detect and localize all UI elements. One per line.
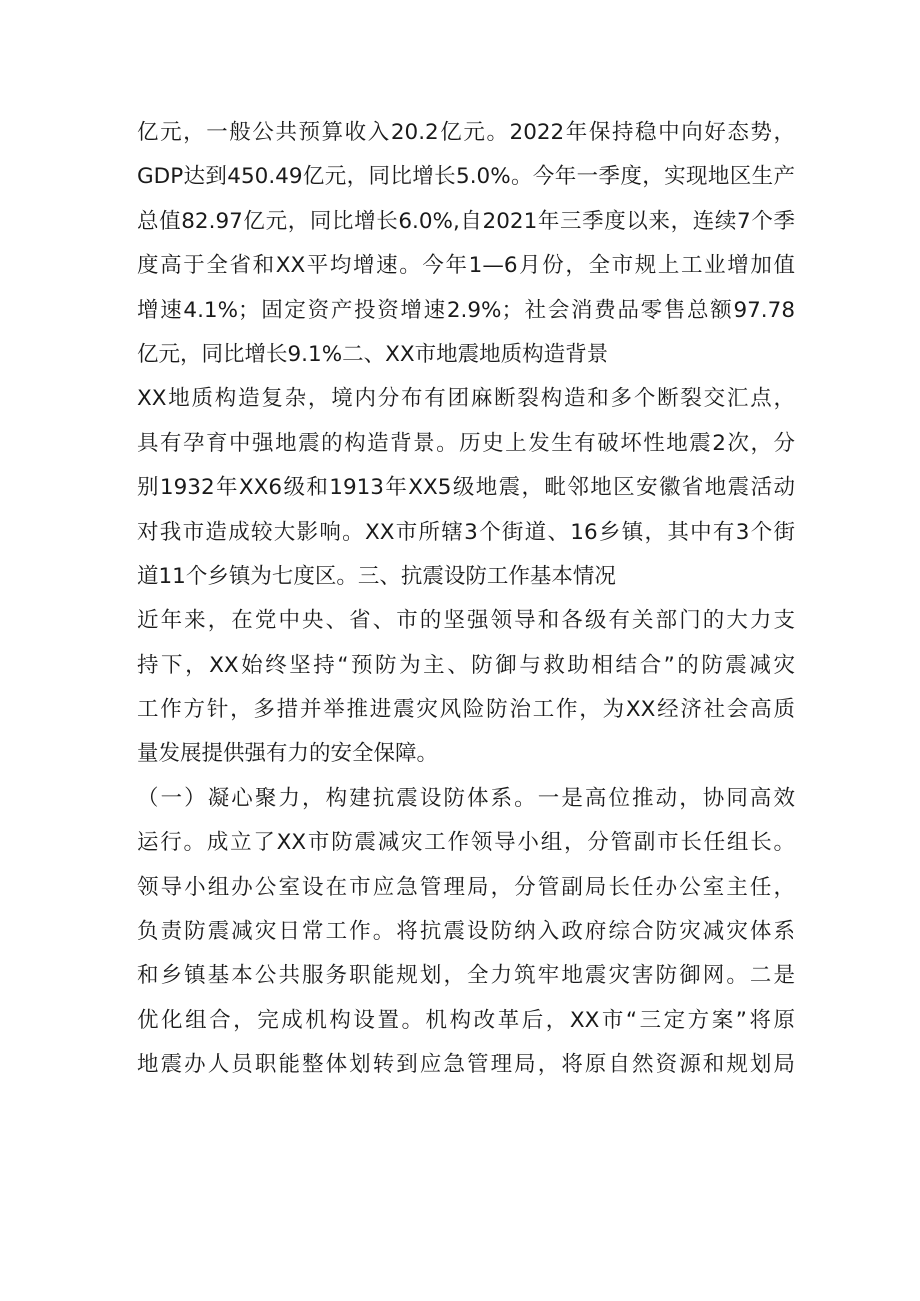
text-line: 近年来，在党中央、省、市的坚强领导和各级有关部门的大力支 <box>137 608 795 634</box>
text-line: 优化组合，完成机构设置。机构改革后，XX市“三定方案”将原 <box>137 1007 795 1033</box>
text-line: 领导小组办公室设在市应急管理局，分管副局长任办公室主任， <box>137 874 795 900</box>
text-line: 和乡镇基本公共服务职能规划，全力筑牢地震灾害防御网。二是 <box>137 963 795 989</box>
text-line: GDP达到450.49亿元，同比增长5.0%。今年一季度，实现地区生产 <box>137 164 795 190</box>
text-line: 总值82.97亿元，同比增长6.0%,自2021年三季度以来，连续7个季 <box>137 208 795 234</box>
document-body <box>137 111 795 1088</box>
text-line: 地震办人员职能整体划转到应急管理局，将原自然资源和规划局 <box>137 1052 795 1078</box>
text-line: 增速4.1%；固定资产投资增速2.9%；社会消费品零售总额97.78 <box>137 297 795 323</box>
text-line: 亿元，同比增长9.1%二、XX市地震地质构造背景 <box>137 341 609 367</box>
text-line: 具有孕育中强地震的构造背景。历史上发生有破坏性地震2次，分 <box>137 430 795 456</box>
text-line: 负责防震减灾日常工作。将抗震设防纳入政府综合防灾减灾体系 <box>137 919 795 945</box>
text-line: 对我市造成较大影响。XX市所辖3个街道、16乡镇，其中有3个街 <box>137 519 795 545</box>
text-line: 别1932年XX6级和1913年XX5级地震，毗邻地区安徽省地震活动 <box>137 475 795 501</box>
text-line: 度高于全省和XX平均增速。今年1—6月份，全市规上工业增加值 <box>137 253 795 279</box>
text-line: 运行。成立了XX市防震减灾工作领导小组，分管副市长任组长。 <box>137 830 795 856</box>
text-line: 持下，XX始终坚持“预防为主、防御与救助相结合”的防震减灾 <box>137 652 795 678</box>
text-line: 量发展提供强有力的安全保障。 <box>137 741 439 767</box>
text-line: 道11个乡镇为七度区。三、抗震设防工作基本情况 <box>137 563 616 589</box>
text-line: 亿元，一般公共预算收入20.2亿元。2022年保持稳中向好态势， <box>137 120 795 145</box>
text-line: XX地质构造复杂，境内分布有团麻断裂构造和多个断裂交汇点， <box>137 386 795 412</box>
text-line: 工作方针，多措并举推进震灾风险防治工作，为XX经济社会高质 <box>137 697 795 723</box>
text-line: （一）凝心聚力，构建抗震设防体系。一是高位推动，协同高效 <box>137 785 795 811</box>
